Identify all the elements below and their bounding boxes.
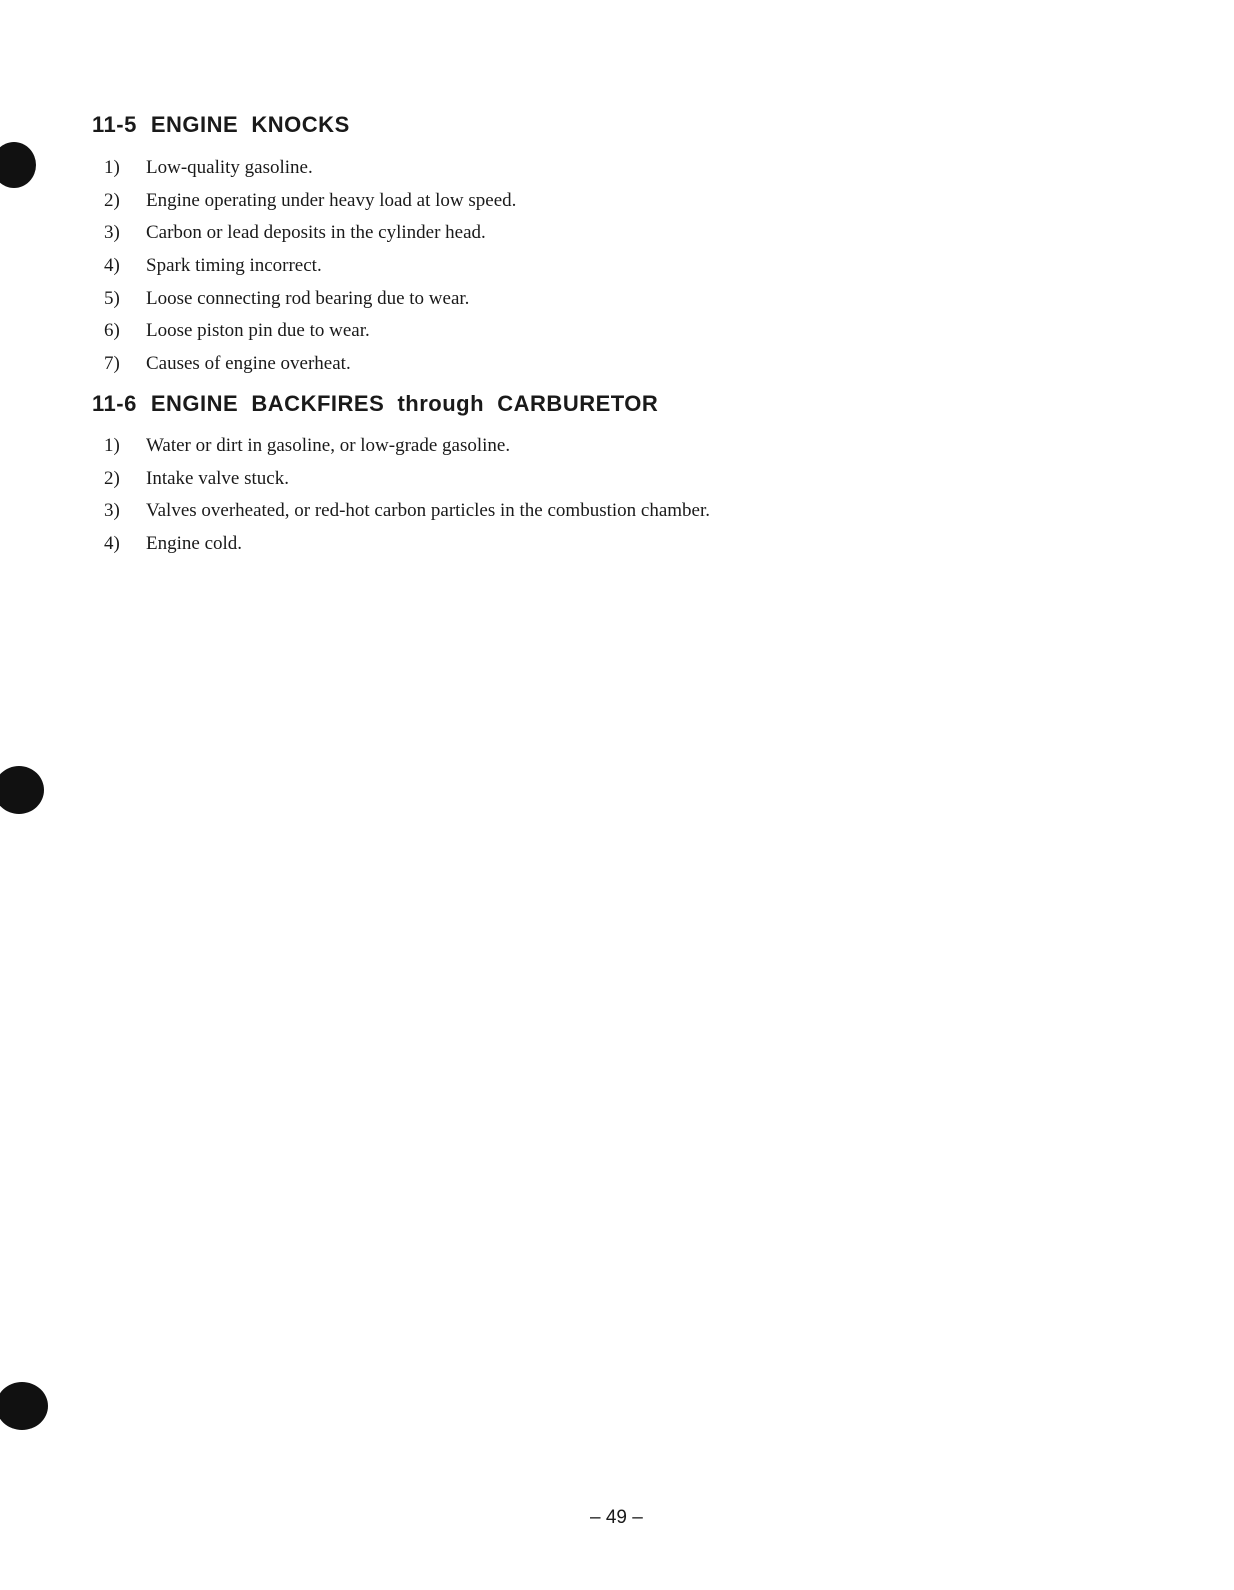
- section-heading-engine-knocks: [92, 112, 350, 138]
- section-heading-engine-backfires: [92, 391, 658, 417]
- item-text: Causes of engine overheat.: [146, 353, 351, 375]
- item-number: 3): [104, 222, 120, 244]
- list-item: [104, 430, 710, 463]
- item-number: 6): [104, 320, 120, 342]
- section-number: 11-6: [92, 391, 137, 416]
- list-item: [104, 185, 516, 218]
- item-text: Intake valve stuck.: [146, 467, 289, 489]
- list-item: [104, 217, 516, 250]
- list-item: [104, 152, 516, 185]
- engine-backfires-list: [104, 430, 710, 561]
- binder-hole-middle: [0, 766, 44, 814]
- section-number: 11-5: [92, 112, 137, 137]
- item-number: 3): [104, 500, 120, 522]
- item-text: Spark timing incorrect.: [146, 255, 322, 277]
- binder-hole-top: [0, 142, 36, 188]
- item-number: 2): [104, 189, 120, 211]
- item-text: Loose piston pin due to wear.: [146, 320, 370, 342]
- item-number: 1): [104, 157, 120, 178]
- page-number: – 49 –: [590, 1507, 643, 1528]
- item-text: Valves overheated, or red-hot carbon particles in the combustion chamber.: [146, 500, 710, 522]
- binder-hole-bottom: [0, 1382, 48, 1430]
- section-title: ENGINE KNOCKS: [150, 112, 350, 137]
- list-item: [104, 315, 516, 348]
- item-text: Water or dirt in gasoline, or low-grade gasoline.: [146, 435, 511, 456]
- item-number: 1): [104, 435, 120, 456]
- item-number: 2): [104, 467, 120, 489]
- item-number: 7): [104, 353, 120, 375]
- item-text: Low-quality gasoline.: [146, 157, 313, 178]
- engine-knocks-list: [104, 152, 516, 381]
- item-text: Engine operating under heavy load at low speed.: [146, 189, 517, 211]
- list-item: [104, 495, 710, 528]
- item-number: 4): [104, 255, 120, 277]
- list-item: [104, 348, 516, 381]
- item-number: 4): [104, 533, 120, 555]
- list-item: [104, 528, 710, 561]
- item-text: Loose connecting rod bearing due to wear.: [146, 287, 470, 309]
- list-item: [104, 463, 710, 496]
- list-item: [104, 250, 516, 283]
- item-text: Engine cold.: [146, 533, 243, 555]
- list-item: [104, 283, 516, 316]
- item-number: 5): [104, 287, 120, 309]
- section-title: ENGINE BACKFIRES through CARBURETOR: [150, 391, 659, 416]
- item-text: Carbon or lead deposits in the cylinder head.: [146, 222, 486, 244]
